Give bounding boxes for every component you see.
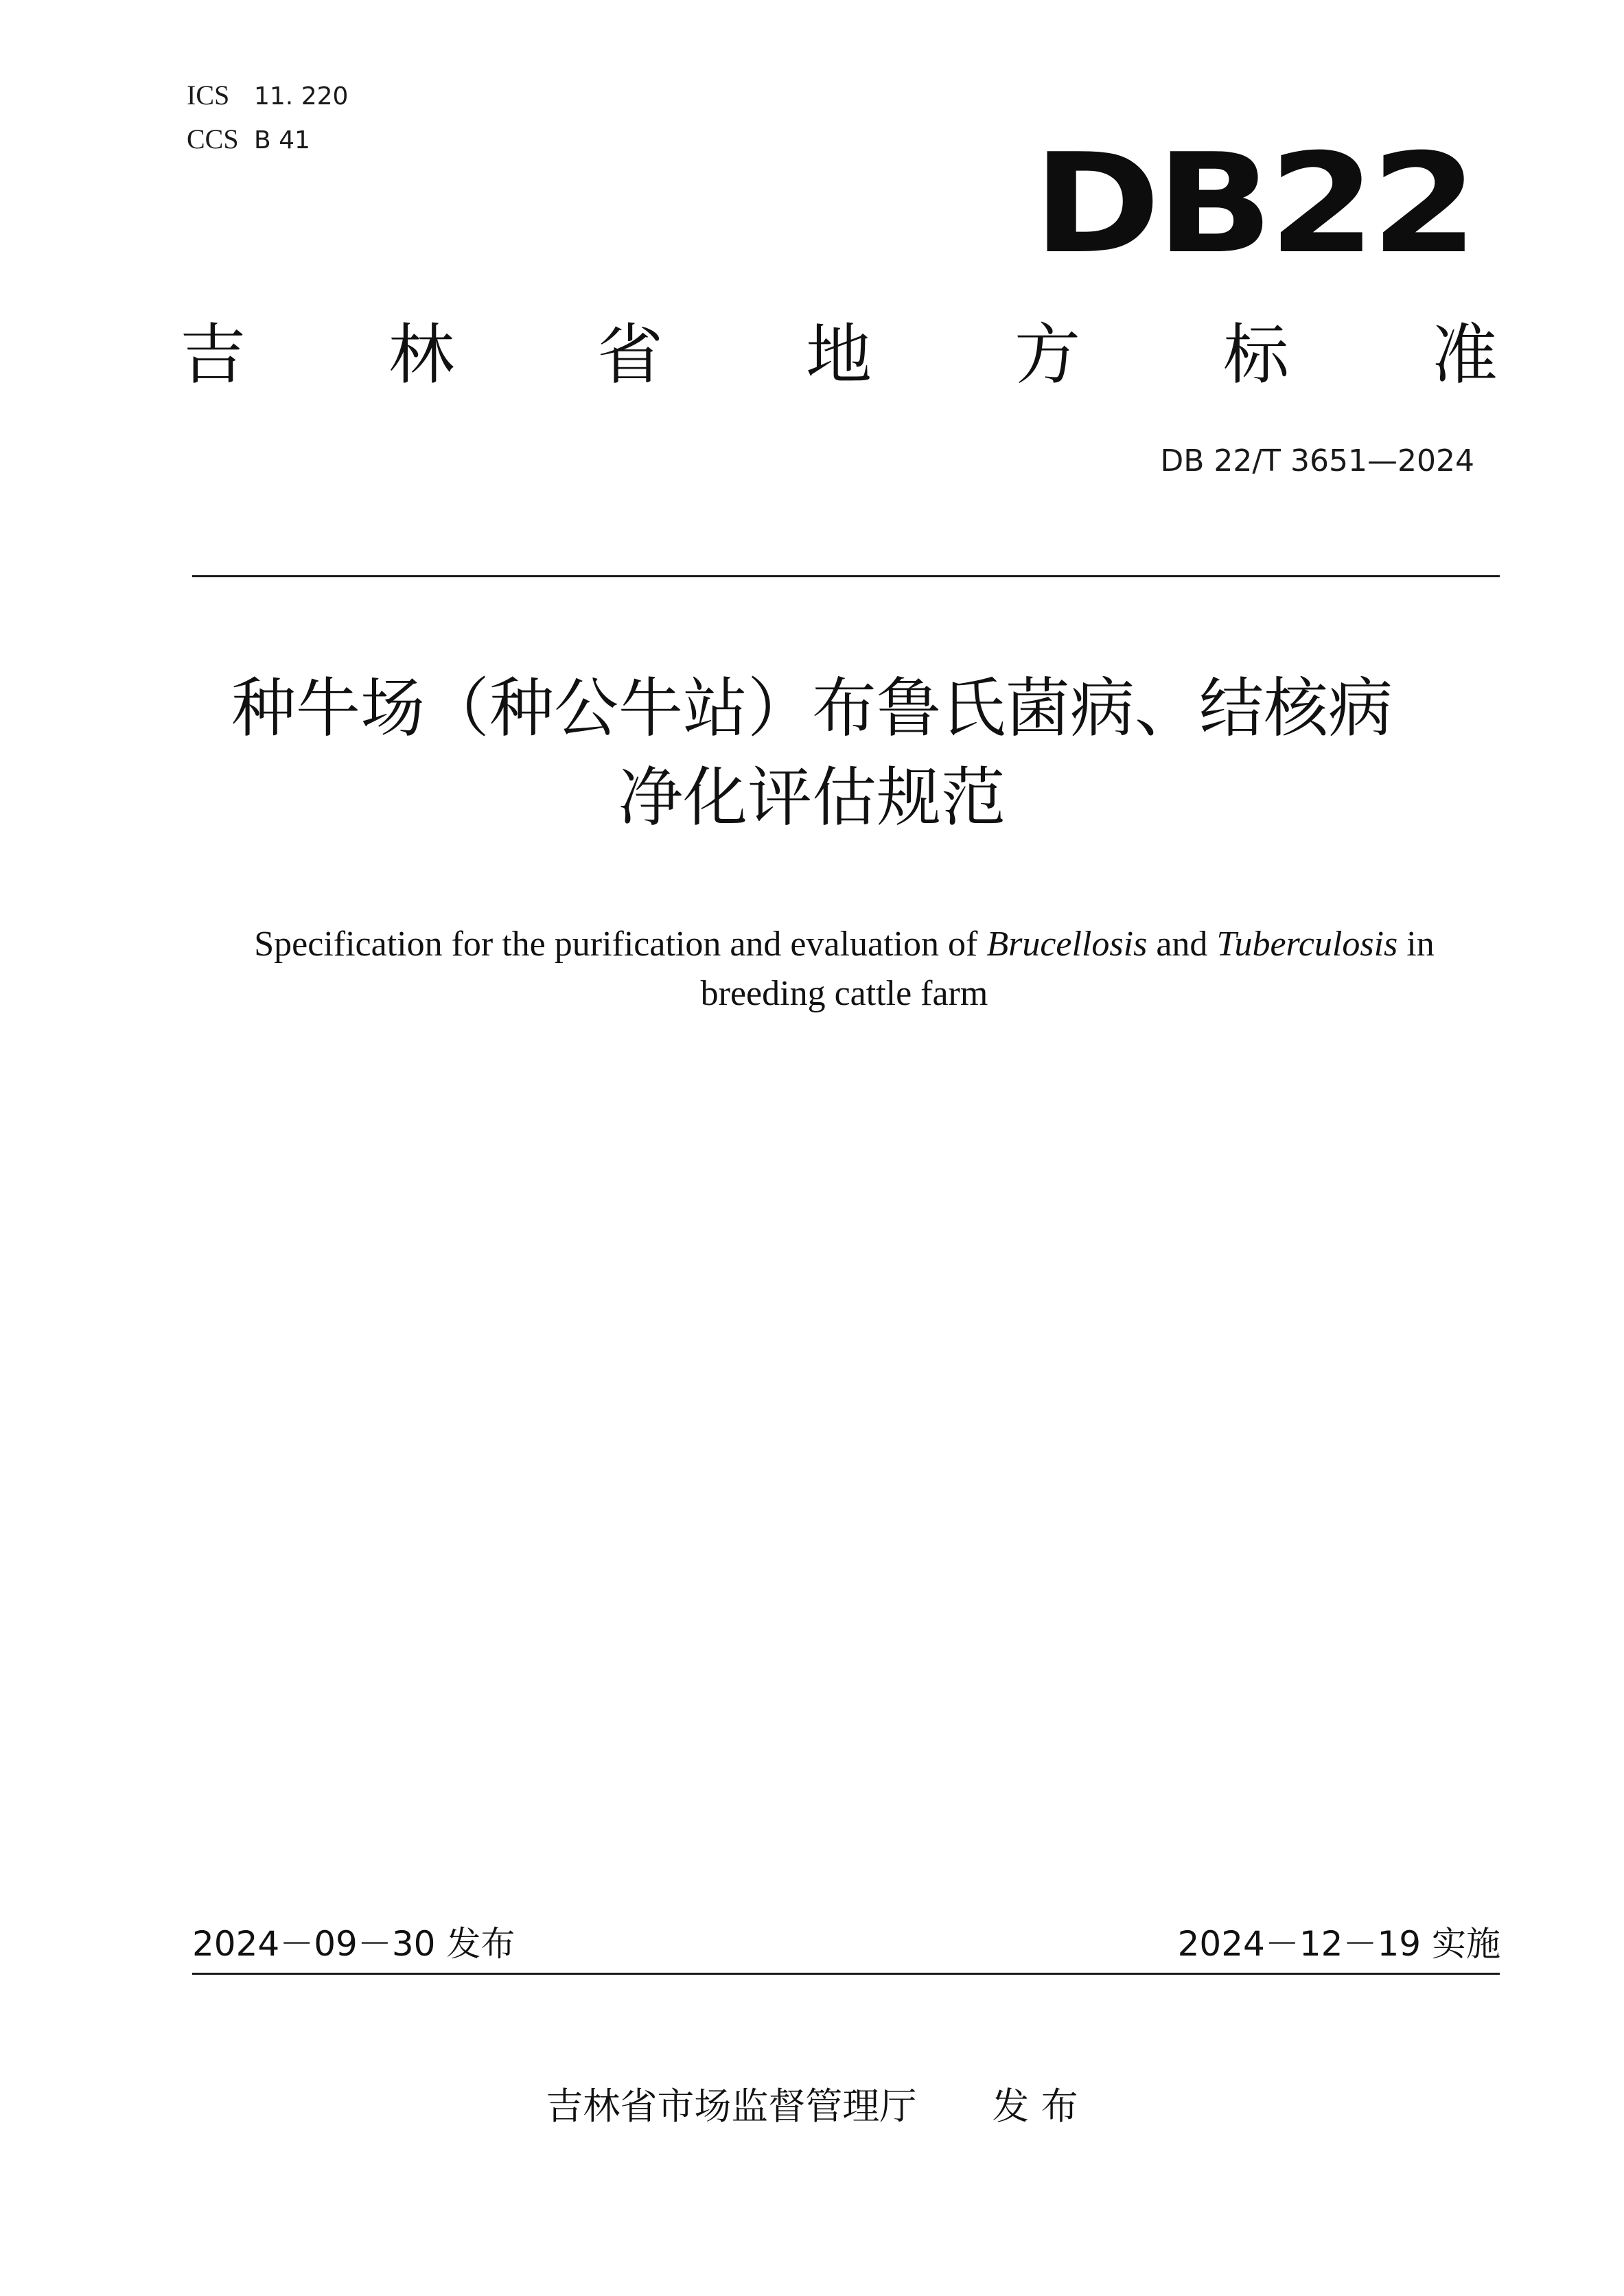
standard-type-char: 吉 xyxy=(180,316,246,393)
chinese-title-line-1: 种牛场（种公牛站）布鲁氏菌病、结核病 xyxy=(231,671,1393,746)
issue-date: 2024－09－30 发布 xyxy=(192,1924,515,1964)
ccs-label: CCS xyxy=(187,124,239,154)
english-title-part-1: Specification for the purification and evaluation of xyxy=(254,925,987,964)
ccs-code xyxy=(187,118,348,162)
chinese-title-line-2: 净化评估规范 xyxy=(618,761,1006,835)
publisher-action: 发 布 xyxy=(992,2085,1078,2128)
publisher-name: 吉林省市场监督管理厅 xyxy=(546,2085,917,2128)
bottom-divider xyxy=(192,1973,1500,1975)
db22-logo: DB22 xyxy=(1033,124,1474,284)
standard-type-char: 准 xyxy=(1432,316,1498,393)
english-title xyxy=(206,920,1483,1019)
standard-type-char: 省 xyxy=(597,316,663,393)
ccs-value: B 41 xyxy=(254,126,310,154)
english-title-italic-tuberculosis: Tuberculosis xyxy=(1216,925,1398,964)
standard-type-char: 地 xyxy=(806,316,872,393)
english-title-part-3: in breeding cattle farm xyxy=(700,925,1435,1013)
ics-value: 11. 220 xyxy=(254,82,349,111)
standard-type-char: 方 xyxy=(1014,316,1080,393)
implementation-date: 2024－12－19 实施 xyxy=(1177,1924,1500,1964)
standard-number: DB 22/T 3651—2024 xyxy=(1160,443,1474,478)
top-divider xyxy=(192,575,1500,577)
english-title-italic-brucellosis: Brucellosis xyxy=(986,925,1148,964)
classification-codes xyxy=(187,74,348,162)
chinese-title xyxy=(0,664,1624,843)
ics-code xyxy=(187,74,348,118)
standard-type-heading xyxy=(180,317,1498,393)
english-title-part-2: and xyxy=(1147,925,1217,964)
standard-type-char: 标 xyxy=(1223,316,1289,393)
standard-type-char: 林 xyxy=(388,316,454,393)
ics-label: ICS xyxy=(187,80,230,111)
publisher-line xyxy=(0,2083,1624,2131)
